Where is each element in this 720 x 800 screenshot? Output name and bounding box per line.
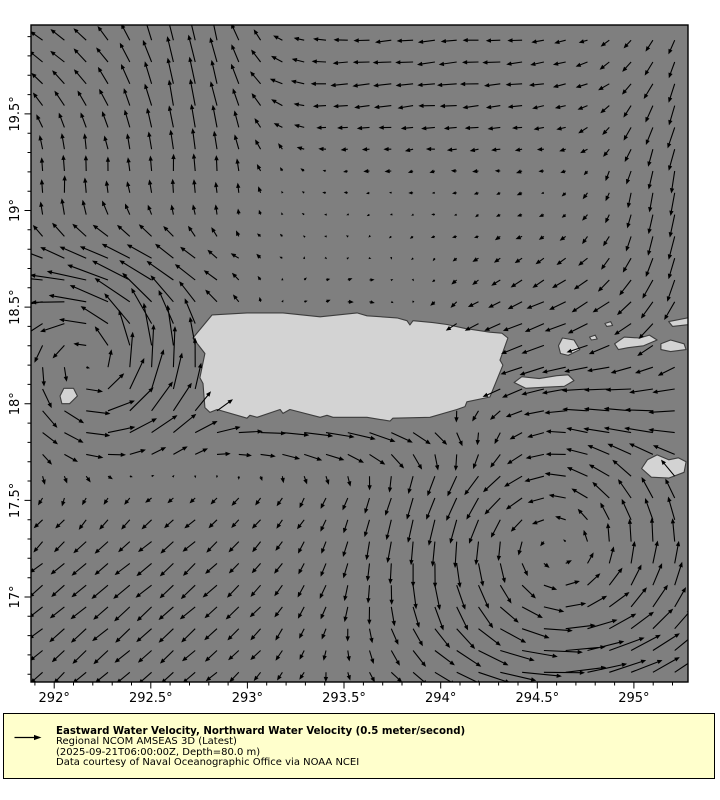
legend-box [3, 713, 715, 779]
legend-title: Eastward Water Velocity, Northward Water Velocity (0.5 meter/second) [56, 726, 466, 737]
y-tick-label: 17° [8, 585, 23, 609]
x-tick-label: 295° [618, 691, 650, 706]
x-tick-label: 294.5° [515, 691, 560, 706]
y-tick-label: 17.5° [8, 482, 23, 519]
y-tick-label: 19° [8, 198, 23, 223]
x-tick-label: 294° [425, 691, 457, 706]
legend-text-block [56, 727, 465, 769]
reference-arrow-icon [14, 733, 42, 742]
legend-courtesy-line: Data courtesy of Naval Oceanographic Office via NOAA NCEI [56, 757, 360, 769]
y-tick-label: 18° [8, 392, 23, 416]
legend-time-depth-line: (2025-09-21T06:00:00Z, Depth=80.0 m) [56, 746, 261, 758]
island-puerto-rico [193, 313, 508, 421]
x-tick-label: 293.5° [322, 691, 366, 706]
x-tick-label: 292° [38, 691, 70, 706]
legend-model-line: Regional NCOM AMSEAS 3D (Latest) [56, 736, 237, 748]
y-tick-label: 19.5° [8, 96, 23, 132]
y-tick-label: 18.5° [8, 289, 23, 325]
x-tick-label: 292.5° [128, 691, 173, 706]
x-tick-label: 293° [231, 691, 264, 706]
